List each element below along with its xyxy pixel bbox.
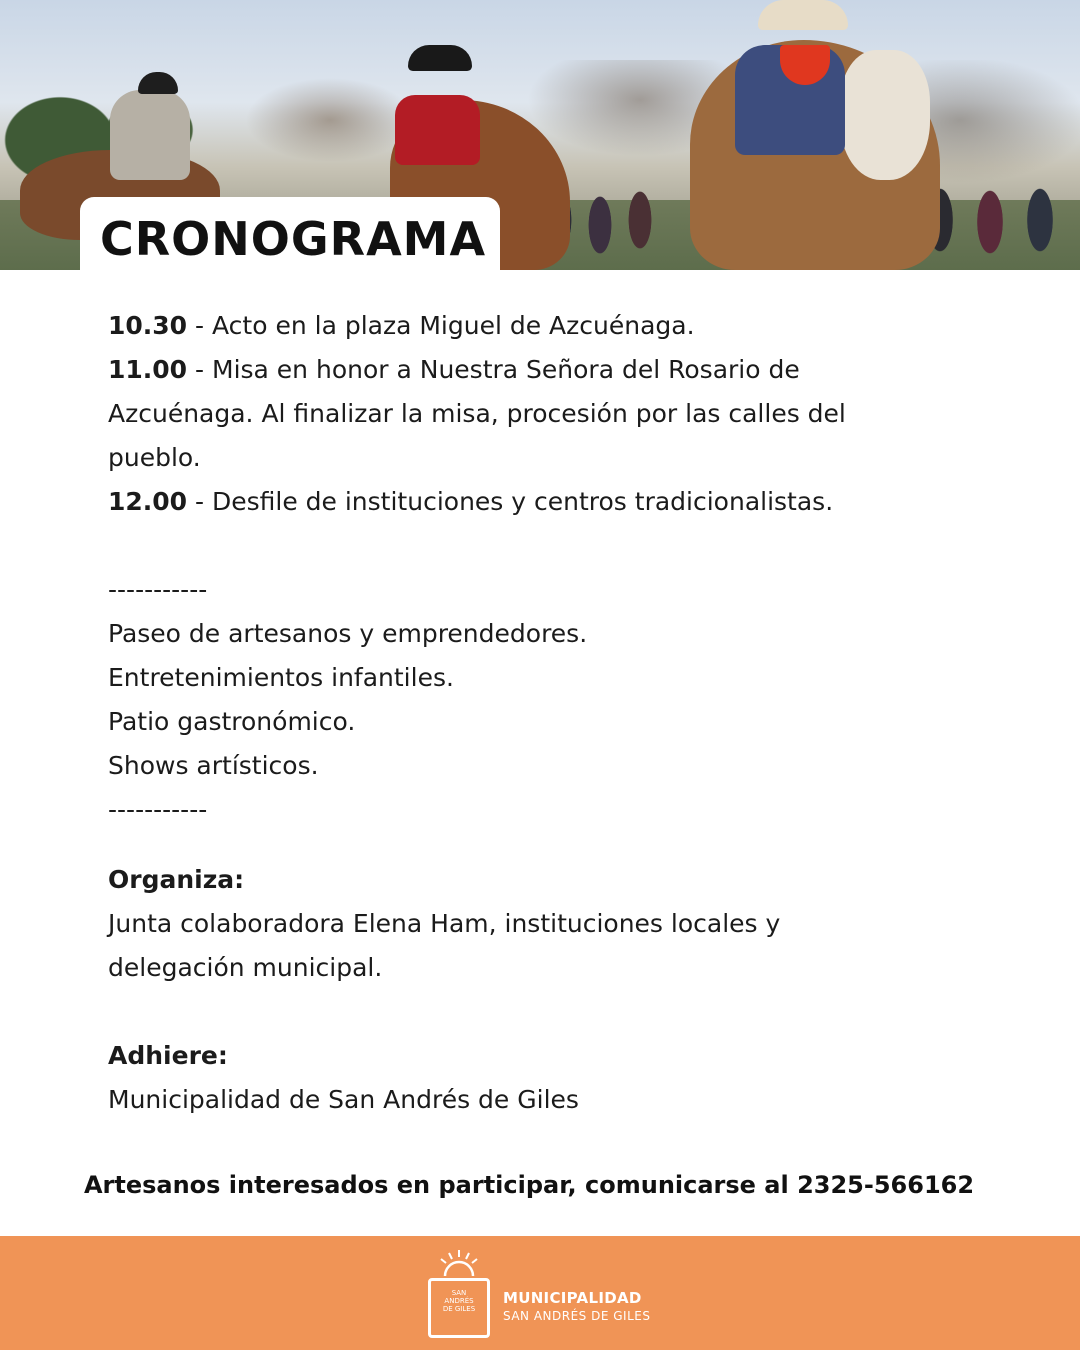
footer <box>0 1236 1080 1350</box>
schedule-time: 10.30 <box>108 311 188 340</box>
municipal-logo <box>428 1278 490 1338</box>
adhiere-text: Municipalidad de San Andrés de Giles <box>108 1085 579 1114</box>
schedule-text: - Acto en la plaza Miguel de Azcuénaga. <box>187 311 695 340</box>
hero-rider-left <box>110 90 190 180</box>
organiza-text: delegación municipal. <box>108 953 383 982</box>
schedule-time: 11.00 <box>108 355 188 384</box>
schedule-text-continued: Azcuénaga. Al finalizar la misa, procesión por las calles del <box>108 399 846 428</box>
activity-item: Paseo de artesanos y emprendedores. <box>108 619 588 648</box>
hero-rider-right-hat <box>758 0 848 30</box>
logo-text: SAN <box>451 1289 467 1297</box>
adhiere-label: Adhiere: <box>108 1041 228 1070</box>
page-title: CRONOGRAMA <box>100 212 487 266</box>
brand-sub: SAN ANDRÉS DE GILES <box>503 1309 651 1323</box>
hero-rider-child <box>395 95 480 165</box>
schedule-item <box>108 480 1008 524</box>
activity-item: Entretenimientos infantiles. <box>108 663 454 692</box>
logo-text: DE GILES <box>442 1305 476 1313</box>
schedule-item <box>108 304 1008 348</box>
contact-note: Artesanos interesados en participar, comunicarse al 2325-566162 <box>83 1171 975 1199</box>
schedule-item <box>108 348 1008 392</box>
separator: ----------- <box>108 575 208 604</box>
organiza-text: Junta colaboradora Elena Ham, instituciones locales y <box>108 909 781 938</box>
schedule-text: - Desfile de instituciones y centros tradicionalistas. <box>187 487 834 516</box>
brand-block <box>503 1288 650 1324</box>
main-content <box>108 304 1008 1122</box>
sun-icon <box>435 1248 483 1278</box>
schedule-text-continued: pueblo. <box>108 443 201 472</box>
logo-text: ANDRÉS <box>444 1297 474 1305</box>
schedule-time: 12.00 <box>108 487 188 516</box>
activity-item: Patio gastronómico. <box>108 707 356 736</box>
brand-main: MUNICIPALIDAD <box>503 1289 642 1307</box>
separator: ----------- <box>108 795 208 824</box>
hero-rider-child-hat <box>408 45 472 71</box>
hero-horse-right-head <box>840 50 930 180</box>
schedule-text: - Misa en honor a Nuestra Señora del Rosario de <box>187 355 800 384</box>
organiza-label: Organiza: <box>108 865 245 894</box>
activity-item: Shows artísticos. <box>108 751 319 780</box>
